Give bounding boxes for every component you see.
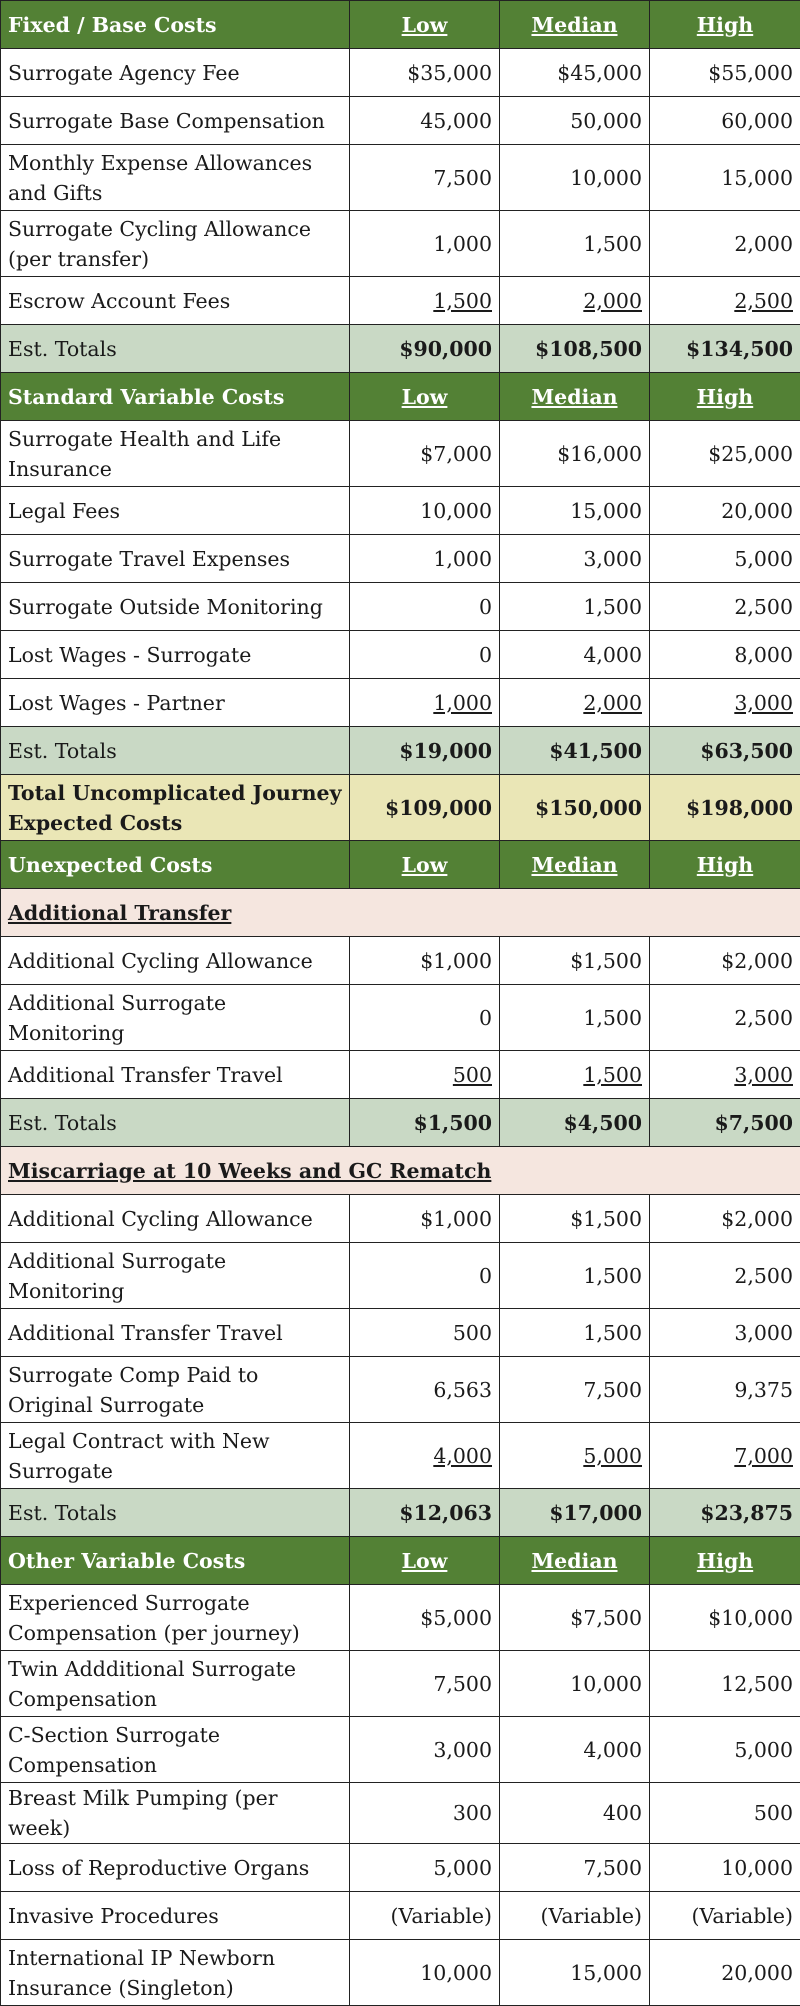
cost-label: Surrogate Outside Monitoring — [1, 583, 350, 631]
value-low: 0 — [350, 583, 500, 631]
cost-label: Experienced Surrogate Compensation (per journey) — [1, 1585, 350, 1651]
value-median: 15,000 — [500, 487, 650, 535]
value-high: 9,375 — [650, 1357, 800, 1423]
cost-label: International IP Newborn Insurance (Singleton) — [1, 1940, 350, 2006]
column-header-median: Median — [500, 1537, 650, 1585]
column-header-low: Low — [350, 373, 500, 421]
cost-label: Est. Totals — [1, 325, 350, 373]
value-high: $2,000 — [650, 1195, 800, 1243]
value-median: 1,500 — [500, 211, 650, 277]
value-high: $55,000 — [650, 49, 800, 97]
value-median: $7,500 — [500, 1585, 650, 1651]
cost-label: Surrogate Agency Fee — [1, 49, 350, 97]
cost-row — [1, 1243, 800, 1309]
value-high: 2,500 — [650, 277, 800, 325]
value-median: 2,000 — [500, 277, 650, 325]
column-header-low: Low — [350, 841, 500, 889]
value-median: 15,000 — [500, 1940, 650, 2006]
value-low: $1,000 — [350, 1195, 500, 1243]
value-low: (Variable) — [350, 1892, 500, 1940]
section-header-row — [1, 1537, 800, 1585]
value-high: 20,000 — [650, 1940, 800, 2006]
cost-label: Additional Transfer Travel — [1, 1051, 350, 1099]
value-high: 15,000 — [650, 145, 800, 211]
value-median: $17,000 — [500, 1489, 650, 1537]
value-low: 1,000 — [350, 535, 500, 583]
table-body — [1, 1, 800, 2006]
value-low: 300 — [350, 1783, 500, 1844]
value-median: $4,500 — [500, 1099, 650, 1147]
column-header-median: Median — [500, 841, 650, 889]
value-high: 60,000 — [650, 97, 800, 145]
column-header-high: High — [650, 1537, 800, 1585]
value-low: 1,000 — [350, 679, 500, 727]
value-low: $109,000 — [350, 775, 500, 841]
column-header-high: High — [650, 841, 800, 889]
cost-label: Surrogate Health and Life Insurance — [1, 421, 350, 487]
subsection-title: Additional Transfer — [1, 889, 800, 937]
section-title: Standard Variable Costs — [1, 373, 350, 421]
value-high: 3,000 — [650, 1051, 800, 1099]
cost-label: Est. Totals — [1, 1099, 350, 1147]
cost-row — [1, 211, 800, 277]
value-low: $12,063 — [350, 1489, 500, 1537]
cost-row — [1, 679, 800, 727]
value-median: (Variable) — [500, 1892, 650, 1940]
value-low: 1,000 — [350, 211, 500, 277]
cost-label: Legal Fees — [1, 487, 350, 535]
cost-row — [1, 277, 800, 325]
value-median: 400 — [500, 1783, 650, 1844]
value-median: $108,500 — [500, 325, 650, 373]
value-high: $198,000 — [650, 775, 800, 841]
value-median: $16,000 — [500, 421, 650, 487]
cost-label: Invasive Procedures — [1, 1892, 350, 1940]
section-title: Fixed / Base Costs — [1, 1, 350, 49]
cost-label: Lost Wages - Surrogate — [1, 631, 350, 679]
cost-row — [1, 1357, 800, 1423]
cost-label: Monthly Expense Allowances and Gifts — [1, 145, 350, 211]
value-median: 1,500 — [500, 583, 650, 631]
value-high: 2,500 — [650, 583, 800, 631]
column-header-low: Low — [350, 1537, 500, 1585]
value-median: $45,000 — [500, 49, 650, 97]
value-median: $41,500 — [500, 727, 650, 775]
cost-label: Twin Addditional Surrogate Compensation — [1, 1651, 350, 1717]
value-high: $25,000 — [650, 421, 800, 487]
cost-label: Additional Transfer Travel — [1, 1309, 350, 1357]
cost-row — [1, 631, 800, 679]
value-high: $134,500 — [650, 325, 800, 373]
cost-label: Additional Cycling Allowance — [1, 1195, 350, 1243]
cost-label: Surrogate Travel Expenses — [1, 535, 350, 583]
value-low: 0 — [350, 1243, 500, 1309]
value-low: 1,500 — [350, 277, 500, 325]
cost-row — [1, 1892, 800, 1940]
value-high: 3,000 — [650, 679, 800, 727]
value-median: 1,500 — [500, 1051, 650, 1099]
cost-row — [1, 421, 800, 487]
cost-label: Additional Cycling Allowance — [1, 937, 350, 985]
section-header-row — [1, 841, 800, 889]
cost-row — [1, 1195, 800, 1243]
cost-label: Breast Milk Pumping (per week) — [1, 1783, 350, 1844]
subsection-row — [1, 889, 800, 937]
value-median: 3,000 — [500, 535, 650, 583]
value-high: 500 — [650, 1783, 800, 1844]
cost-row — [1, 1309, 800, 1357]
value-low: $19,000 — [350, 727, 500, 775]
cost-row — [1, 1423, 800, 1489]
value-high: 2,000 — [650, 211, 800, 277]
value-low: 45,000 — [350, 97, 500, 145]
cost-label: Est. Totals — [1, 1489, 350, 1537]
cost-row — [1, 1585, 800, 1651]
totals-row — [1, 1489, 800, 1537]
value-low: 3,000 — [350, 1717, 500, 1783]
cost-row — [1, 1651, 800, 1717]
value-high: 5,000 — [650, 1717, 800, 1783]
value-median: 5,000 — [500, 1423, 650, 1489]
section-header-row — [1, 1, 800, 49]
value-high: $23,875 — [650, 1489, 800, 1537]
cost-row — [1, 1940, 800, 2006]
value-high: 2,500 — [650, 985, 800, 1051]
column-header-low: Low — [350, 1, 500, 49]
value-low: $1,000 — [350, 937, 500, 985]
column-header-high: High — [650, 373, 800, 421]
totals-row — [1, 325, 800, 373]
cost-label: Lost Wages - Partner — [1, 679, 350, 727]
subsection-row — [1, 1147, 800, 1195]
column-header-median: Median — [500, 373, 650, 421]
value-high: $2,000 — [650, 937, 800, 985]
value-median: 2,000 — [500, 679, 650, 727]
value-low: 10,000 — [350, 1940, 500, 2006]
value-median: 4,000 — [500, 1717, 650, 1783]
cost-label: Total Uncomplicated Journey Expected Costs — [1, 775, 350, 841]
value-high: 8,000 — [650, 631, 800, 679]
value-high: $7,500 — [650, 1099, 800, 1147]
value-low: 7,500 — [350, 1651, 500, 1717]
value-low: 7,500 — [350, 145, 500, 211]
cost-label: Escrow Account Fees — [1, 277, 350, 325]
value-high: 20,000 — [650, 487, 800, 535]
cost-row — [1, 1844, 800, 1892]
cost-label: C-Section Surrogate Compensation — [1, 1717, 350, 1783]
value-low: $5,000 — [350, 1585, 500, 1651]
grand-total-row — [1, 775, 800, 841]
cost-row — [1, 97, 800, 145]
value-low: $1,500 — [350, 1099, 500, 1147]
cost-label: Additional Surrogate Monitoring — [1, 985, 350, 1051]
value-high: 10,000 — [650, 1844, 800, 1892]
cost-label: Est. Totals — [1, 727, 350, 775]
value-low: $7,000 — [350, 421, 500, 487]
cost-row — [1, 583, 800, 631]
value-high: 12,500 — [650, 1651, 800, 1717]
column-header-median: Median — [500, 1, 650, 49]
section-header-row — [1, 373, 800, 421]
cost-label: Surrogate Base Compensation — [1, 97, 350, 145]
cost-row — [1, 1783, 800, 1844]
value-median: 10,000 — [500, 145, 650, 211]
cost-label: Surrogate Comp Paid to Original Surrogate — [1, 1357, 350, 1423]
value-median: $150,000 — [500, 775, 650, 841]
value-median: 4,000 — [500, 631, 650, 679]
value-low: 10,000 — [350, 487, 500, 535]
value-high: 5,000 — [650, 535, 800, 583]
cost-row — [1, 1051, 800, 1099]
cost-label: Additional Surrogate Monitoring — [1, 1243, 350, 1309]
value-low: 5,000 — [350, 1844, 500, 1892]
value-median: 1,500 — [500, 1243, 650, 1309]
cost-row — [1, 145, 800, 211]
cost-row — [1, 487, 800, 535]
column-header-high: High — [650, 1, 800, 49]
value-median: 7,500 — [500, 1844, 650, 1892]
value-median: 1,500 — [500, 1309, 650, 1357]
cost-row — [1, 49, 800, 97]
value-high: 7,000 — [650, 1423, 800, 1489]
cost-label: Legal Contract with New Surrogate — [1, 1423, 350, 1489]
value-median: 7,500 — [500, 1357, 650, 1423]
cost-row — [1, 1717, 800, 1783]
cost-row — [1, 535, 800, 583]
section-title: Other Variable Costs — [1, 1537, 350, 1585]
cost-label: Loss of Reproductive Organs — [1, 1844, 350, 1892]
value-median: 1,500 — [500, 985, 650, 1051]
value-high: 2,500 — [650, 1243, 800, 1309]
cost-row — [1, 985, 800, 1051]
value-median: $1,500 — [500, 1195, 650, 1243]
value-high: $63,500 — [650, 727, 800, 775]
value-high: 3,000 — [650, 1309, 800, 1357]
value-low: 6,563 — [350, 1357, 500, 1423]
value-median: 10,000 — [500, 1651, 650, 1717]
cost-label: Surrogate Cycling Allowance (per transfer) — [1, 211, 350, 277]
value-low: $90,000 — [350, 325, 500, 373]
section-title: Unexpected Costs — [1, 841, 350, 889]
value-low: 0 — [350, 631, 500, 679]
value-high: (Variable) — [650, 1892, 800, 1940]
value-low: 0 — [350, 985, 500, 1051]
totals-row — [1, 1099, 800, 1147]
subsection-title: Miscarriage at 10 Weeks and GC Rematch — [1, 1147, 800, 1195]
value-low: 500 — [350, 1051, 500, 1099]
totals-row — [1, 727, 800, 775]
value-high: $10,000 — [650, 1585, 800, 1651]
value-median: 50,000 — [500, 97, 650, 145]
value-low: 4,000 — [350, 1423, 500, 1489]
value-low: 500 — [350, 1309, 500, 1357]
cost-row — [1, 937, 800, 985]
value-low: $35,000 — [350, 49, 500, 97]
value-median: $1,500 — [500, 937, 650, 985]
